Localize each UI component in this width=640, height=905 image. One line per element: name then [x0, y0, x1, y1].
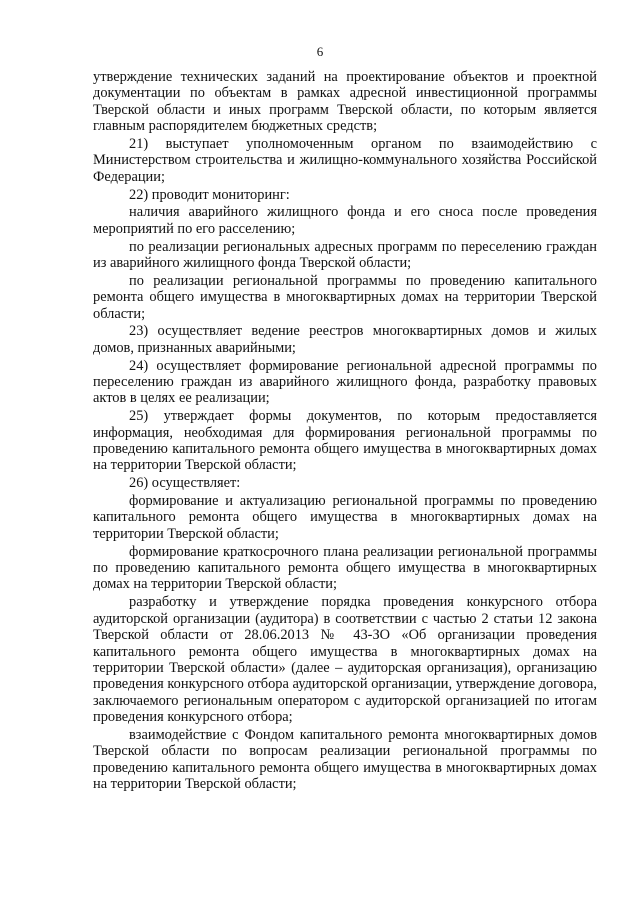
paragraph-short-term-plan: формирование краткосрочного плана реализации региональной программы по проведению капитального ремонта общего имущества в многоквартирных домах на территории Тверской области;	[93, 543, 597, 593]
paragraph-continuation: утверждение технических заданий на проектирование объектов и проектной документации по объектам в рамках адресной инвестиционной программы Тверской области и иных программ Тверской области, по которым является главным распорядителем бюджетных средств;	[93, 69, 597, 135]
document-body	[93, 69, 597, 794]
paragraph-program-formation: формирование и актуализацию региональной программы по проведению капитального ремонта общего имущества в многоквартирных домах на территории Тверской области;	[93, 493, 597, 542]
paragraph-item-25: 25) утверждает формы документов, по которым предоставляется информация, необходимая для формирования региональной программы по проведению капитального ремонта общего имущества в многоквартирных домах на территории Тверской области;	[93, 408, 597, 474]
paragraph-monitoring-resettlement-programs: по реализации региональных адресных программ по переселению граждан из аварийного жилищного фонда Тверской области;	[93, 238, 597, 272]
paragraph-audit-selection: разработку и утверждение порядка проведения конкурсного отбора аудиторской организации (аудитора) в соответствии с частью 2 статьи 12 закона Тверской области от 28.06.2013 № 43-ЗО «Об организации проведения капитального ремонта общего имущества в многоквартирных домах на территории Тверской области» (далее – аудиторская организация), организацию проведения конкурсного отбора аудиторской организации, утверждение договора, заключаемого региональным оператором с аудиторской организацией по итогам проведения конкурсного отбора;	[93, 594, 597, 726]
paragraph-item-22: 22) проводит мониторинг:	[129, 186, 290, 203]
paragraph-monitoring-emergency-housing: наличия аварийного жилищного фонда и его сноса после проведения мероприятий по его расселению;	[93, 204, 597, 237]
paragraph-monitoring-capital-repair: по реализации региональной программы по проведению капитального ремонта общего имущества в многоквартирных домах на территории Тверской области;	[93, 272, 597, 322]
paragraph-item-23: 23) осуществляет ведение реестров многоквартирных домов и жилых домов, признанных аварийными;	[93, 323, 597, 356]
paragraph-item-21: 21) выступает уполномоченным органом по взаимодействию с Министерством строительства и жилищно-коммунального хозяйства Российской Федерации;	[93, 136, 597, 185]
paragraph-fund-interaction: взаимодействие с Фондом капитального ремонта многоквартирных домов Тверской области по вопросам реализации региональной программы по проведению капитального ремонта общего имущества в многоквартирных домах на территории Тверской области;	[93, 726, 597, 793]
page-number: 6	[316, 44, 324, 59]
paragraph-item-24: 24) осуществляет формирование региональной адресной программы по переселению граждан из аварийного жилищного фонда, разработку правовых актов в целях ее реализации;	[93, 357, 597, 407]
paragraph-item-26: 26) осуществляет:	[129, 475, 241, 492]
